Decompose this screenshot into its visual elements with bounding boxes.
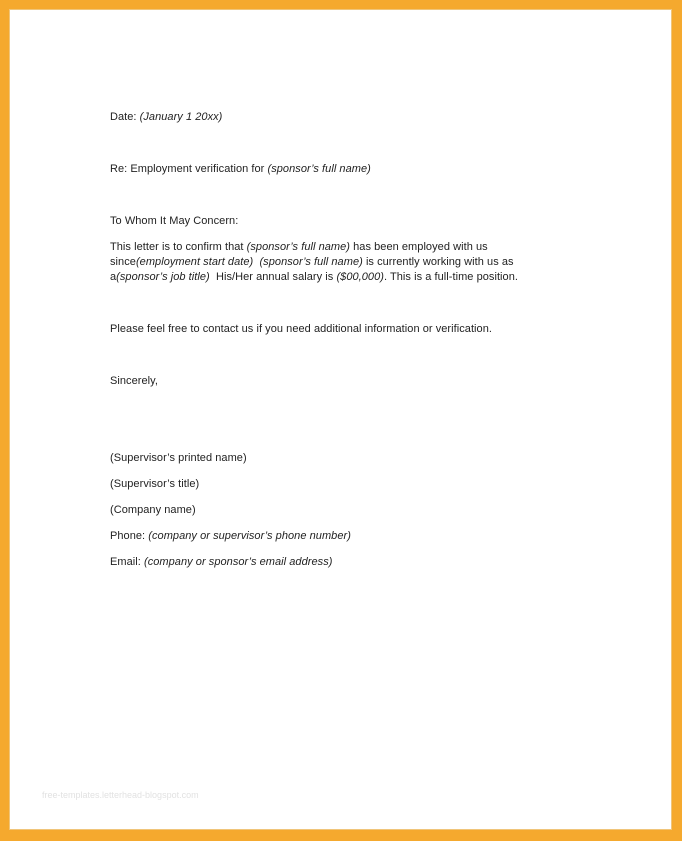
body-text: has been employed with us bbox=[353, 241, 488, 253]
subject-label: Re: Employment verification for bbox=[110, 163, 265, 175]
sponsor-name-placeholder: (sponsor’s full name) bbox=[259, 256, 363, 268]
date-label: Date: bbox=[110, 111, 137, 123]
salutation: To Whom It May Concern: bbox=[110, 215, 239, 227]
phone-line bbox=[110, 530, 351, 542]
body-text: His/Her annual salary is bbox=[215, 271, 334, 283]
phone-label: Phone: bbox=[110, 530, 146, 542]
salary-placeholder: ($00,000) bbox=[336, 271, 384, 283]
email-label: Email: bbox=[110, 556, 141, 568]
date-line bbox=[110, 111, 222, 123]
supervisor-title-placeholder: (Supervisor’s title) bbox=[110, 478, 200, 490]
email-line bbox=[110, 556, 332, 568]
email-value: (company or sponsor’s email address) bbox=[143, 556, 333, 568]
company-name-placeholder: (Company name) bbox=[110, 504, 196, 516]
body-line-2 bbox=[110, 256, 514, 268]
body-line-3 bbox=[110, 271, 518, 283]
body-text: a bbox=[110, 271, 117, 283]
subject-value: (sponsor’s full name) bbox=[267, 163, 371, 175]
body-text: is currently working with us as bbox=[365, 256, 514, 268]
watermark: free-templates.letterhead-blogspot.com bbox=[42, 790, 199, 800]
letter-page bbox=[9, 9, 672, 830]
date-value: (January 1 20xx) bbox=[139, 111, 223, 123]
body-text: . This is a full-time position. bbox=[383, 271, 518, 283]
sponsor-name-placeholder: (sponsor’s full name) bbox=[246, 241, 351, 253]
supervisor-name-placeholder: (Supervisor’s printed name) bbox=[110, 452, 247, 464]
subject-line bbox=[110, 163, 371, 175]
job-title-placeholder: (sponsor’s job title) bbox=[116, 271, 210, 283]
phone-value: (company or supervisor’s phone number) bbox=[148, 530, 351, 542]
start-date-placeholder: (employment start date) bbox=[135, 256, 254, 268]
body-text: This letter is to confirm that bbox=[110, 241, 244, 253]
contact-line: Please feel free to contact us if you need additional information or verification. bbox=[110, 323, 492, 335]
closing: Sincerely, bbox=[110, 375, 158, 387]
body-line-1 bbox=[110, 241, 488, 253]
body-text: since bbox=[110, 256, 136, 268]
